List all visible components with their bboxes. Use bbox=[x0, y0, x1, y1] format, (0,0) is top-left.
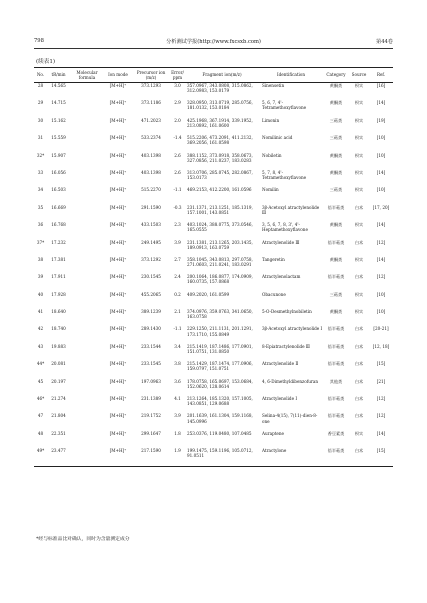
cell-precursor-ion: 249.1495 bbox=[141, 239, 161, 245]
cell-error-ppm: 2.6 bbox=[174, 169, 181, 175]
cell-source: 枳实 bbox=[354, 222, 364, 228]
cell-retention-time: 16.056 bbox=[51, 169, 66, 175]
cell-retention-time: 15.162 bbox=[51, 117, 66, 123]
cell-error-ppm: -1.1 bbox=[173, 326, 182, 332]
cell-no: 39 bbox=[37, 274, 44, 280]
table-row bbox=[34, 326, 393, 343]
cell-precursor-ion: 233.1545 bbox=[141, 361, 161, 367]
table-continuation-label: (续表1) bbox=[36, 59, 56, 65]
cell-reference: [10] bbox=[376, 309, 386, 315]
cell-reference: [12] bbox=[376, 413, 386, 419]
cell-category: 黄酮类 bbox=[329, 222, 343, 228]
cell-error-ppm: 2.9 bbox=[174, 100, 181, 106]
cell-fragment-ions: 357.0967, 343.0808, 315.0862, 312.0983, 153.0179 bbox=[187, 83, 253, 94]
cell-molecular-formula bbox=[70, 326, 104, 343]
cell-category: 黄酮类 bbox=[329, 152, 343, 158]
cell-reference: [12] bbox=[376, 274, 386, 280]
cell-ion-mode: [M+H]⁺ bbox=[109, 83, 127, 88]
cell-error-ppm: 2.1 bbox=[174, 309, 181, 315]
cell-source: 枳实 bbox=[354, 430, 364, 436]
journal-title: 分析测试学报(http://www.fxcsxb.com) bbox=[166, 39, 261, 45]
cell-no: 29 bbox=[37, 100, 44, 106]
table-row bbox=[34, 170, 393, 187]
cell-identification: 8-Epiatractylenolide Ⅲ bbox=[262, 343, 310, 349]
table-row bbox=[34, 361, 393, 378]
cell-category: 倍半萜类 bbox=[327, 396, 345, 402]
cell-identification: 5, 7, 8, 4'-Tetramethoxyflavone bbox=[262, 169, 307, 181]
cell-retention-time: 14.715 bbox=[51, 100, 66, 106]
cell-identification: Nobiletin bbox=[262, 152, 282, 158]
cell-molecular-formula bbox=[70, 257, 104, 274]
cell-ion-mode: [M+H]⁺ bbox=[109, 430, 127, 436]
cell-fragment-ions: 469.2153, 412.2200, 161.0596 bbox=[187, 187, 252, 193]
cell-identification: 5-O-Desmethylnobiletin bbox=[262, 309, 312, 315]
cell-identification: Sinensetin bbox=[262, 83, 285, 88]
table-row bbox=[34, 431, 393, 448]
cell-reference: [10] bbox=[376, 291, 386, 297]
col-header-no: No. bbox=[34, 68, 47, 83]
table-row bbox=[34, 257, 393, 274]
cell-error-ppm: 3.4 bbox=[174, 343, 181, 349]
cell-ion-mode: [M+H]⁺ bbox=[109, 343, 127, 349]
cell-reference: [14] bbox=[376, 169, 386, 175]
cell-retention-time: 22.351 bbox=[51, 430, 66, 436]
cell-fragment-ions: 253.0376, 119.0480, 107.0485 bbox=[187, 430, 252, 436]
col-header-ref: Ref. bbox=[369, 68, 393, 83]
cell-identification: 3, 5, 6, 7, 8, 3', 4'-Heptamethoxyflavone bbox=[262, 222, 308, 233]
cell-source: 枳实 bbox=[354, 309, 364, 315]
cell-molecular-formula bbox=[70, 205, 104, 222]
cell-precursor-ion: 373.1293 bbox=[141, 83, 161, 88]
cell-category: 三萜类 bbox=[329, 117, 343, 123]
cell-fragment-ions: 201.1639, 161.1304, 159.1168, 145.0996 bbox=[187, 413, 253, 424]
compound-table bbox=[34, 67, 393, 467]
table-row bbox=[34, 240, 393, 257]
cell-error-ppm: 3.9 bbox=[174, 413, 181, 419]
cell-retention-time: 17.381 bbox=[51, 256, 66, 262]
header-rule bbox=[34, 48, 393, 49]
col-header-fragments: Fragment ion(m/z) bbox=[185, 68, 259, 83]
cell-retention-time: 20.081 bbox=[51, 361, 66, 367]
cell-identification: Limonin bbox=[262, 117, 280, 123]
cell-fragment-ions: 215.1429, 187.1474, 177.0906, 159.0797, 151.0751 bbox=[187, 361, 253, 372]
cell-reference: [12] bbox=[376, 239, 386, 245]
cell-molecular-formula bbox=[70, 274, 104, 291]
cell-ion-mode: [M+H]⁺ bbox=[109, 274, 127, 280]
cell-ion-mode: [M+H]⁺ bbox=[109, 378, 127, 384]
cell-molecular-formula bbox=[70, 309, 104, 326]
cell-reference: [14] bbox=[376, 430, 386, 436]
cell-molecular-formula bbox=[70, 170, 104, 187]
cell-no: 46* bbox=[36, 396, 45, 402]
cell-retention-time: 16.503 bbox=[51, 187, 66, 193]
cell-category: 倍半萜类 bbox=[327, 361, 345, 367]
cell-precursor-ion: 231.1389 bbox=[141, 396, 161, 402]
cell-error-ppm: 2.7 bbox=[174, 256, 181, 262]
table-footnote: *经与标准品比对确认，同时为含量测定成分 bbox=[36, 537, 130, 542]
cell-retention-time: 14.565 bbox=[51, 83, 66, 88]
cell-category: 三萜类 bbox=[329, 291, 343, 297]
cell-no: 36 bbox=[37, 222, 44, 228]
cell-reference: [14] bbox=[376, 100, 386, 106]
cell-category: 黄酮类 bbox=[329, 256, 343, 262]
cell-source: 白术 bbox=[354, 274, 364, 280]
cell-fragment-ions: 200.1064, 186.0877, 174.0909, 160.0735, 157.0868 bbox=[187, 274, 253, 285]
cell-no: 38 bbox=[37, 256, 44, 262]
cell-molecular-formula bbox=[70, 118, 104, 135]
cell-no: 44* bbox=[36, 361, 45, 367]
cell-source: 枳实 bbox=[354, 100, 364, 106]
cell-identification: Auraptene bbox=[262, 430, 284, 436]
table-row bbox=[34, 448, 393, 466]
cell-no: 37* bbox=[36, 239, 45, 245]
cell-identification: Tangeretin bbox=[262, 256, 285, 262]
cell-error-ppm: 2.0 bbox=[174, 117, 181, 123]
cell-category: 黄酮类 bbox=[329, 309, 343, 315]
cell-precursor-ion: 433.1503 bbox=[141, 222, 161, 228]
table-row bbox=[34, 274, 393, 291]
table-row bbox=[34, 344, 393, 361]
cell-identification: 3β-Acetoxyl atractylenolide Ⅰ bbox=[262, 326, 323, 332]
cell-retention-time: 21.274 bbox=[51, 396, 66, 402]
cell-category: 倍半萜类 bbox=[327, 239, 345, 245]
table-row bbox=[34, 205, 393, 222]
table-row bbox=[34, 83, 393, 101]
cell-source: 白术 bbox=[354, 239, 364, 245]
cell-identification: 4, 6-Dimethyldibenzofuran bbox=[262, 378, 319, 384]
cell-precursor-ion: 515.2270 bbox=[141, 187, 161, 193]
running-header bbox=[34, 38, 393, 48]
cell-no: 34 bbox=[37, 187, 44, 193]
cell-ion-mode: [M+H]⁺ bbox=[109, 187, 127, 193]
cell-error-ppm: 4.1 bbox=[174, 396, 181, 402]
col-header-ion-mode: Ion mode bbox=[104, 68, 132, 83]
cell-source: 白术 bbox=[354, 204, 364, 210]
cell-fragment-ions: 515.2206, 473.2091, 411.2132, 369.2056, 161.0598 bbox=[187, 135, 253, 146]
cell-error-ppm: 2.4 bbox=[174, 274, 181, 280]
cell-source: 白术 bbox=[354, 343, 364, 349]
col-header-precursor: Precursor ion (m/z) bbox=[132, 68, 170, 83]
cell-retention-time: 15.559 bbox=[51, 135, 66, 141]
cell-fragment-ions: 199.1475, 159.1196, 105.0712, 91.0511 bbox=[185, 448, 259, 466]
cell-fragment-ions: 328.0950, 313.0719, 285.0756, 181.0132, 153.0184 bbox=[187, 100, 253, 111]
cell-no: 40 bbox=[37, 291, 44, 297]
cell-source: 枳实 bbox=[354, 152, 364, 158]
cell-ion-mode: [M+H]⁺ bbox=[109, 100, 127, 106]
cell-reference: [21] bbox=[376, 378, 386, 384]
cell-identification: Atractylenolide Ⅱ bbox=[262, 361, 299, 367]
cell-identification: 5, 6, 7, 4'-Tetramethoxyflavone bbox=[262, 100, 307, 111]
cell-source: 白术 bbox=[354, 326, 364, 332]
cell-error-ppm: 3.8 bbox=[174, 361, 181, 367]
cell-error-ppm: 3.9 bbox=[174, 239, 181, 245]
cell-precursor-ion: 197.0963 bbox=[141, 378, 161, 384]
cell-precursor-ion: 455.2065 bbox=[141, 291, 161, 297]
cell-precursor-ion: 403.1398 bbox=[141, 152, 161, 158]
cell-precursor-ion: 230.1545 bbox=[141, 274, 161, 280]
cell-precursor-ion: 217.1590 bbox=[132, 448, 170, 466]
table-row bbox=[34, 222, 393, 239]
cell-source: 白术 bbox=[354, 378, 364, 384]
cell-retention-time: 18.740 bbox=[51, 326, 66, 332]
table-body bbox=[34, 83, 393, 467]
table-row bbox=[34, 413, 393, 430]
cell-identification: Obacunone bbox=[262, 291, 286, 297]
cell-error-ppm: 3.6 bbox=[174, 378, 181, 384]
cell-no: 35 bbox=[37, 204, 44, 210]
cell-reference: [10] bbox=[376, 187, 386, 193]
cell-ion-mode: [M+H]⁺ bbox=[109, 326, 127, 332]
cell-category: 倍半萜类 bbox=[327, 204, 345, 210]
cell-category: 黄酮类 bbox=[329, 83, 343, 88]
cell-retention-time: 23.477 bbox=[47, 448, 70, 466]
table-row bbox=[34, 309, 393, 326]
cell-source: 枳实 bbox=[354, 83, 364, 88]
table-row bbox=[34, 118, 393, 135]
cell-molecular-formula bbox=[70, 135, 104, 152]
cell-molecular-formula bbox=[70, 187, 104, 204]
cell-retention-time: 19.883 bbox=[51, 343, 66, 349]
cell-fragment-ions: 403.1024, 388.0775, 373.0546, 165.0555 bbox=[187, 222, 253, 233]
cell-reference: [14] bbox=[376, 256, 386, 262]
cell-source: 白术 bbox=[349, 448, 369, 466]
cell-fragment-ions: 231.1381, 213.1265, 203.1435, 189.0913, 163.0759 bbox=[187, 239, 253, 250]
cell-ion-mode: [M+H]⁺ bbox=[109, 291, 127, 297]
cell-precursor-ion: 373.1186 bbox=[141, 100, 161, 106]
table-row bbox=[34, 100, 393, 117]
cell-reference: [15] bbox=[369, 448, 393, 466]
cell-category: 香豆素类 bbox=[327, 430, 345, 436]
cell-source: 枳实 bbox=[354, 256, 364, 262]
cell-reference: [14] bbox=[376, 222, 386, 228]
cell-fragment-ions: 231.1371, 213.1251, 185.1319, 157.1001, 143.0851 bbox=[187, 204, 253, 215]
cell-molecular-formula bbox=[70, 153, 104, 170]
cell-no: 28 bbox=[37, 83, 44, 88]
cell-source: 枳实 bbox=[354, 117, 364, 123]
cell-precursor-ion: 373.1292 bbox=[141, 256, 161, 262]
cell-error-ppm: -1.1 bbox=[173, 187, 182, 193]
table-header-row bbox=[34, 68, 393, 83]
cell-ion-mode: [M+H]⁺ bbox=[109, 239, 127, 245]
cell-ion-mode: [M+H]⁺ bbox=[109, 204, 127, 210]
cell-source: 枳实 bbox=[354, 291, 364, 297]
cell-molecular-formula bbox=[70, 344, 104, 361]
cell-identification: 3β-Acetoxyl atractylenolide Ⅲ bbox=[262, 204, 320, 215]
cell-identification: Atractylenolide Ⅰ bbox=[262, 396, 297, 402]
cell-ion-mode: [M+H]⁺ bbox=[104, 448, 132, 466]
cell-source: 枳实 bbox=[354, 135, 364, 141]
cell-molecular-formula bbox=[70, 379, 104, 396]
cell-source: 白术 bbox=[354, 396, 364, 402]
cell-identification: Atractylone bbox=[259, 448, 323, 466]
cell-identification: Atractylenolide Ⅲ bbox=[262, 239, 300, 245]
cell-fragment-ions: 313.0706, 285.0745, 282.0867, 153.0173 bbox=[187, 169, 253, 181]
cell-category: 三萜类 bbox=[329, 187, 343, 193]
cell-no: 47 bbox=[37, 413, 44, 419]
cell-molecular-formula bbox=[70, 222, 104, 239]
cell-reference: [19] bbox=[376, 117, 386, 123]
cell-fragment-ions: 215.1419, 187.1486, 177.0901, 151.0751, 131.0850 bbox=[187, 343, 253, 354]
cell-no: 30 bbox=[37, 117, 44, 123]
cell-retention-time: 15.907 bbox=[51, 152, 66, 158]
cell-fragment-ions: 425.1968, 367.1914, 339.1952, 213.0892, 161.0600 bbox=[187, 117, 253, 128]
cell-no: 41 bbox=[37, 309, 44, 315]
page-number: 798 bbox=[34, 38, 44, 44]
cell-fragment-ions: 229.1250, 211.1131, 201.1291, 173.1710, 155.0849 bbox=[187, 326, 253, 337]
cell-category: 倍半萜类 bbox=[327, 326, 345, 332]
cell-reference: [10] bbox=[376, 152, 386, 158]
cell-precursor-ion: 219.1752 bbox=[141, 413, 161, 419]
col-header-error: Error/ ppm bbox=[170, 68, 185, 83]
cell-precursor-ion: 533.2374 bbox=[141, 135, 161, 141]
cell-ion-mode: [M+H]⁺ bbox=[109, 222, 127, 228]
cell-precursor-ion: 471.2023 bbox=[141, 117, 161, 123]
cell-no: 32* bbox=[36, 152, 45, 158]
cell-category: 倍半萜类 bbox=[323, 448, 349, 466]
table-row bbox=[34, 187, 393, 204]
cell-molecular-formula bbox=[70, 413, 104, 430]
cell-precursor-ion: 289.1430 bbox=[141, 326, 161, 332]
cell-category: 黄酮类 bbox=[329, 100, 343, 106]
cell-ion-mode: [M+H]⁺ bbox=[109, 309, 127, 315]
cell-precursor-ion: 291.1590 bbox=[141, 204, 161, 210]
cell-precursor-ion: 389.1239 bbox=[141, 309, 161, 315]
cell-ion-mode: [M+H]⁺ bbox=[109, 135, 127, 141]
cell-category: 三萜类 bbox=[329, 135, 343, 141]
cell-source: 枳实 bbox=[354, 169, 364, 175]
col-header-formula: Molecular formula bbox=[70, 68, 104, 83]
cell-retention-time: 16.768 bbox=[51, 222, 66, 228]
cell-molecular-formula bbox=[70, 448, 104, 466]
cell-precursor-ion: 233.1544 bbox=[141, 343, 161, 349]
cell-reference: [12, 18] bbox=[372, 343, 390, 349]
cell-category: 倍半萜类 bbox=[327, 413, 345, 419]
cell-reference: [16] bbox=[376, 83, 386, 88]
cell-ion-mode: [M+H]⁺ bbox=[109, 256, 127, 262]
cell-source: 枳实 bbox=[354, 187, 364, 193]
cell-identification: Selina-4(15), 7(11)-dien-8-one bbox=[262, 413, 318, 424]
cell-no: 31 bbox=[37, 135, 44, 141]
cell-category: 其他类 bbox=[329, 378, 343, 384]
table-row bbox=[34, 292, 393, 309]
cell-category: 倍半萜类 bbox=[327, 274, 345, 280]
cell-error-ppm: 2.6 bbox=[174, 152, 181, 158]
cell-ion-mode: [M+H]⁺ bbox=[109, 361, 127, 367]
col-header-tr: tR/min bbox=[47, 68, 70, 83]
cell-molecular-formula bbox=[70, 431, 104, 448]
cell-fragment-ions: 388.1152, 373.0918, 358.0673, 327.0856, 211.0237, 183.0283 bbox=[187, 152, 253, 163]
cell-retention-time: 16.669 bbox=[51, 204, 66, 210]
cell-molecular-formula bbox=[70, 100, 104, 117]
cell-reference: [20-21] bbox=[373, 326, 389, 332]
cell-ion-mode: [M+H]⁺ bbox=[109, 396, 127, 402]
cell-retention-time: 17.232 bbox=[51, 239, 66, 245]
cell-no: 49* bbox=[34, 448, 47, 466]
cell-reference: [10] bbox=[376, 135, 386, 141]
table-row bbox=[34, 135, 393, 152]
cell-fragment-ions: 213.1264, 185.1320, 157.1005, 143.0851, 129.0688 bbox=[187, 396, 253, 407]
cell-molecular-formula bbox=[70, 292, 104, 309]
cell-no: 43 bbox=[37, 343, 44, 349]
cell-reference: [15] bbox=[376, 361, 386, 367]
cell-category: 黄酮类 bbox=[329, 169, 343, 175]
cell-fragment-ions: 409.2020, 161.0599 bbox=[187, 291, 230, 297]
col-header-identification: Identification bbox=[259, 68, 323, 83]
cell-molecular-formula bbox=[70, 83, 104, 101]
cell-reference: [17, 20] bbox=[372, 204, 390, 210]
cell-no: 45 bbox=[37, 378, 44, 384]
cell-retention-time: 20.197 bbox=[51, 378, 66, 384]
col-header-source: Source bbox=[349, 68, 369, 83]
table-row bbox=[34, 379, 393, 396]
cell-retention-time: 18.640 bbox=[51, 309, 66, 315]
col-header-category: Category bbox=[323, 68, 349, 83]
cell-error-ppm: -1.4 bbox=[173, 135, 182, 141]
cell-no: 48 bbox=[37, 430, 44, 436]
cell-source: 白术 bbox=[354, 361, 364, 367]
cell-retention-time: 21.804 bbox=[51, 413, 66, 419]
cell-identification: Nomilinic acid bbox=[262, 135, 293, 141]
cell-category: 倍半萜类 bbox=[327, 343, 345, 349]
cell-error-ppm: 2.3 bbox=[174, 222, 181, 228]
cell-ion-mode: [M+H]⁺ bbox=[109, 117, 127, 123]
cell-fragment-ions: 178.0758, 165.0697, 153.0684, 152.0620, 128.0614 bbox=[187, 378, 253, 389]
table-row bbox=[34, 396, 393, 413]
cell-fragment-ions: 374.0976, 359.0763, 341.0650, 163.0758 bbox=[187, 309, 253, 320]
cell-error-ppm: 1.8 bbox=[174, 430, 181, 436]
cell-error-ppm: 1.9 bbox=[170, 448, 185, 466]
cell-reference: [12] bbox=[376, 396, 386, 402]
cell-retention-time: 17.911 bbox=[51, 274, 66, 280]
cell-source: 白术 bbox=[354, 413, 364, 419]
cell-identification: Atractylenolactam bbox=[262, 274, 301, 280]
cell-retention-time: 17.928 bbox=[51, 291, 66, 297]
cell-error-ppm: -0.3 bbox=[173, 204, 182, 210]
cell-ion-mode: [M+H]⁺ bbox=[109, 413, 127, 419]
cell-molecular-formula bbox=[70, 240, 104, 257]
cell-no: 42 bbox=[37, 326, 44, 332]
table-row bbox=[34, 153, 393, 170]
cell-molecular-formula bbox=[70, 396, 104, 413]
cell-ion-mode: [M+H]⁺ bbox=[109, 152, 127, 158]
cell-no: 33 bbox=[37, 169, 44, 175]
cell-precursor-ion: 299.1647 bbox=[141, 430, 161, 436]
cell-fragment-ions: 358.1045, 343.0813, 297.0758, 271.0603, 211.0241, 183.0291 bbox=[187, 256, 253, 267]
volume-label: 第44卷 bbox=[376, 39, 393, 45]
cell-error-ppm: 3.0 bbox=[174, 83, 181, 88]
cell-ion-mode: [M+H]⁺ bbox=[109, 169, 127, 175]
cell-molecular-formula bbox=[70, 361, 104, 378]
cell-precursor-ion: 403.1398 bbox=[141, 169, 161, 175]
cell-error-ppm: 0.2 bbox=[174, 291, 181, 297]
cell-identification: Nomilin bbox=[262, 187, 279, 193]
